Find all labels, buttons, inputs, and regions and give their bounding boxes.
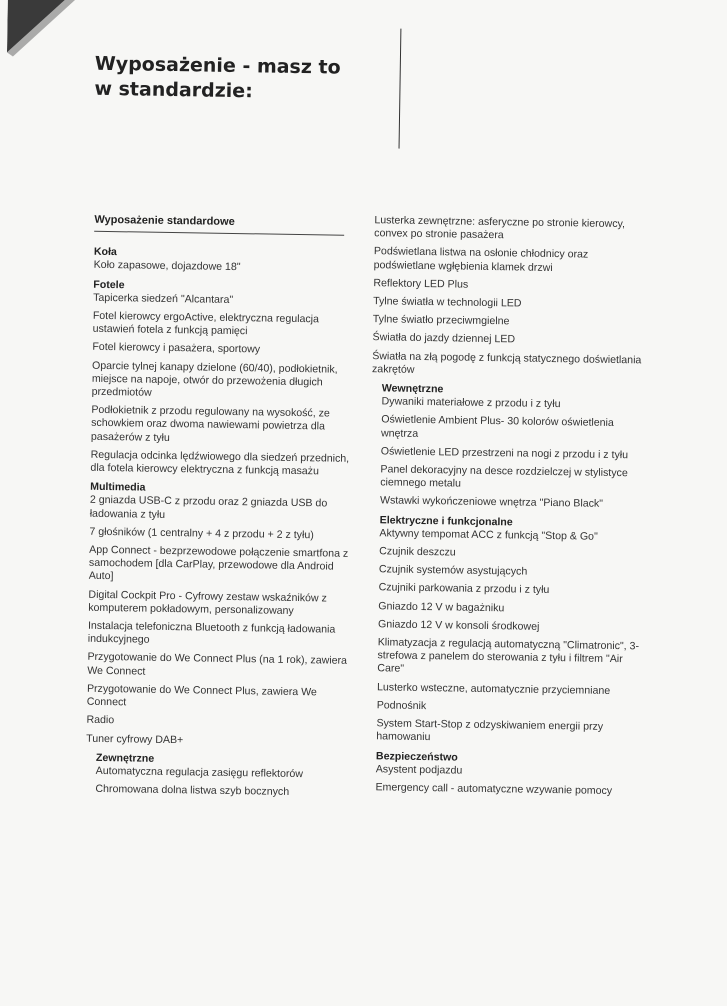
list-item: Emergency call - automatyczne wzywanie pomocy — [375, 781, 613, 797]
list-item: Digital Cockpit Pro - Cyfrowy zestaw wskaźników z komputerem pokładowym, personalizowany — [88, 588, 327, 617]
column-header: Wyposażenie standardowe — [94, 214, 344, 236]
list-item: Tylne światła w technologii LED — [373, 295, 522, 310]
section-bezpieczenstwo — [365, 750, 638, 799]
list-item: 7 głośników (1 centralny + 4 z przodu + 2 z tyłu) — [89, 525, 314, 542]
section-title: Wewnętrzne — [381, 382, 444, 396]
list-item: Gniazdo 12 V w bagażniku — [378, 599, 505, 614]
list-item: Panel dekoracyjny na desce rozdzielczej w stylistyce ciemnego metalu — [380, 463, 628, 490]
list-item: Podłokietnik z przodu regulowany na wysokość, ze schowkiem oraz dwoma nawiewami powietrza dla pasażerów z tyłu — [90, 404, 330, 444]
list-item: Czujniki parkowania z przodu i z tyłu — [378, 581, 550, 597]
section-title: Fotele — [93, 278, 125, 291]
list-item: Światła do jazdy dziennej LED — [372, 331, 516, 346]
list-item: Reflektory LED Plus — [373, 276, 469, 291]
list-item: System Start-Stop z odzyskiwaniem energii przy hamowaniu — [376, 717, 604, 744]
list-item: Asystent podjazdu — [375, 762, 463, 777]
list-item: Przygotowanie do We Connect Plus, zawiera We Connect — [86, 682, 317, 709]
list-item: App Connect - bezprzewodowe połączenie smartfona z samochodem [dla CarPlay, przewodowe dla Android Auto] — [88, 543, 349, 583]
section-title: Zewnętrzne — [95, 751, 155, 765]
list-item: Podświetlana listwa na osłonie chłodnicy oraz podświetlane wgłębienia klamek drzwi — [373, 245, 589, 274]
section-title: Elektryczne i funkcjonalne — [379, 513, 513, 529]
list-item: Przygotowanie do We Connect Plus (na 1 rok), zawiera We Connect — [87, 651, 348, 678]
list-item: Chromowana dolna listwa szyb bocznych — [95, 782, 290, 799]
list-item: 2 gniazda USB-C z przodu oraz 2 gniazda USB do ładowania z tyłu — [89, 494, 328, 521]
list-item: Podnośnik — [376, 699, 427, 712]
left-column — [85, 214, 356, 805]
list-item: Automatyczna regulacja zasięgu reflektorów — [95, 764, 304, 781]
section-title: Koła — [93, 245, 117, 259]
list-item: Dywaniki materiałowe z przodu i z tyłu — [381, 395, 561, 411]
list-item: Oparcie tylnej kanapy dzielone (60/40), podłokietnik, miejsce na napoje, otwór do przewożenia długich przedmiotów — [91, 359, 338, 399]
section-title: Bezpieczeństwo — [375, 749, 458, 764]
section-zewnetrzne — [85, 751, 348, 800]
list-item: Instalacja telefoniczna Bluetooth z funkcją ładowania indukcyjnego — [87, 619, 336, 646]
right-column — [365, 208, 646, 803]
page-title-line-1: Wyposażenie - masz to — [94, 52, 341, 79]
list-item: Tapicerka siedzeń "Alcantara" — [93, 291, 234, 306]
section-elektryczne — [366, 514, 642, 748]
list-item: Klimatyzacja z regulacją automatyczną "Climatronic", 3-strefowa z panelem do sterowania z tyłu i filtrem "Air Care" — [377, 636, 640, 676]
section-wewnetrzne — [370, 382, 644, 512]
list-item: Oświetlenie Ambient Plus- 30 kolorów oświetlenia wnętrza — [380, 413, 614, 440]
list-item: Gniazdo 12 V w konsoli środkowej — [377, 618, 540, 633]
list-item: Oświetlenie LED przestrzeni na nogi z przodu i z tyłu — [380, 445, 629, 462]
list-item: Aktywny tempomat ACC z funkcją "Stop & Go" — [379, 527, 598, 543]
page-title-line-2: w standardzie: — [94, 77, 253, 103]
section-multimedia — [86, 481, 352, 750]
section-kola — [94, 246, 356, 277]
page-corner-fold — [7, 0, 98, 66]
section-fotele — [90, 278, 355, 479]
list-item: Lusterko wsteczne, automatycznie przyciemniane — [376, 680, 611, 697]
vertical-divider-line — [399, 29, 402, 149]
list-item: Fotel kierowcy ergoActive, elektryczna regulacja ustawień fotela z funkcją pamięci — [92, 309, 320, 338]
list-item: Radio — [86, 714, 115, 727]
list-item: Czujnik systemów asystujących — [378, 563, 528, 578]
list-item: Regulacja odcinka lędźwiowego dla siedzeń przednich, dla fotela kierowcy elektryczna z funkcją masażu — [90, 448, 350, 478]
list-item: Fotel kierowcy i pasażera, sportowy — [92, 341, 261, 356]
section-zewnetrzne-continued — [372, 214, 647, 380]
list-item: Czujnik deszczu — [379, 545, 456, 559]
list-item: Światła na złą pogodę z funkcją statycznego doświetlania zakrętów — [371, 349, 642, 376]
list-item: Wstawki wykończeniowe wnętrza "Piano Black" — [379, 494, 604, 511]
list-item: Tylne światło przeciwmgielne — [372, 313, 510, 328]
list-item: Koło zapasowe, dojazdowe 18" — [93, 259, 241, 274]
list-item: Lusterka zewnętrzne: asferyczne po stronie kierowcy, convex po stronie pasażera — [374, 214, 626, 242]
list-item: Tuner cyfrowy DAB+ — [86, 732, 184, 746]
page-title — [94, 52, 341, 106]
section-title: Multimedia — [90, 481, 146, 494]
